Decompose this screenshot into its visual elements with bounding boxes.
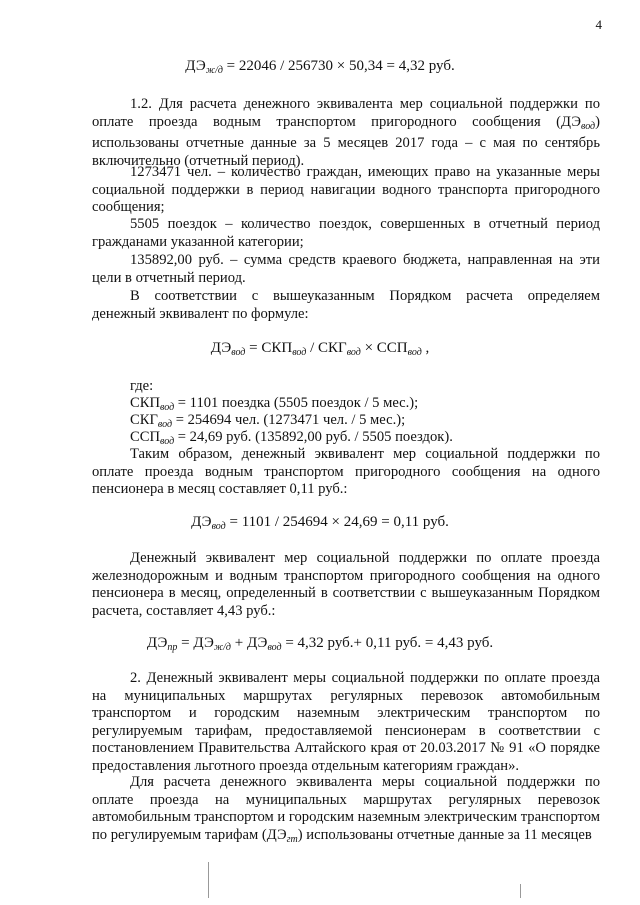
formula-rail-equivalent	[0, 58, 640, 80]
paragraph-accordance: В соответствии с вышеуказанным Порядком расчета определяем денежный эквивалент по формуле:	[92, 288, 600, 322]
paragraph-people-count: 1273471 чел. – количество граждан, имеющих право на указанные меры социальной поддержки в период навигации водного транспорта пригородного сообщения;	[92, 164, 600, 216]
where-label: где:	[130, 378, 154, 394]
subscript: гт	[286, 833, 298, 845]
paragraph-thus: Таким образом, денежный эквивалент мер социальной поддержки по оплате проезда водным транспортом пригородного сообщения на одного пенсионера в месяц составляет 0,11 руб.:	[92, 446, 600, 498]
subscript: вод	[580, 120, 596, 132]
formula-water-definition: $ДЭ_{вод} = СКП_{вод} / СКГ_{вод} \times ССП_{вод}$ ,	[210, 340, 430, 358]
page-number: 4	[595, 17, 602, 32]
scan-artifact-line	[520, 884, 521, 898]
definition-skg: $СКГ_{вод} = 254694$ чел. (1273471 чел. / 5 мес.);	[130, 412, 406, 430]
formula-term: = 22046 / 256730 × 50,34 = 4,32 руб.	[222, 58, 455, 74]
definition-skp: $СКП_{вод} = 1101$ поездка (5505 поездок / 5 мес.);	[130, 395, 419, 413]
paragraph-budget-sum: 135892,00 руб. – сумма средств краевого бюджета, направленная на эти цели в отчетный период.	[92, 252, 600, 286]
paragraph-1-2: 1.2. Для расчета денежного эквивалента мер социальной поддержки по оплате проезда водным транспортом пригородного сообщения $(ДЭ_{вод})$ использованы отчетные данные за 5 месяцев 2017 года – с мая по сентябрь включительно (отчетный период).	[92, 96, 600, 169]
paragraph-2: 2. Денежный эквивалент меры социальной поддержки по оплате проезда на муниципальных маршрутах регулярных перевозок автомобильным транспортом и городским наземным электрическим транспортом по регулируемым тарифам, предоставляемой пенсионерам в соответствии с постановлением Правительства Алтайского края от 20.03.2017 № 91 «О порядке предоставления льготного проезда отдельным категориям граждан».	[92, 670, 600, 774]
paragraph-last: Для расчета денежного эквивалента меры социальной поддержки по оплате проезда на муниципальных маршрутах регулярных перевозок автомобильным транспортом и городским наземным электрическим транспортом по регулируемым тарифам $(ДЭ_{гт})$ использованы отчетные данные за 11 месяцев	[92, 774, 600, 845]
paragraph-total-equivalent: Денежный эквивалент мер социальной поддержки по оплате проезда железнодорожным и водным транспортом пригородного сообщения на одного пенсионера в месяц, определенный в соответствии с вышеуказанным Порядком расчета, составляет 4,43 руб.:	[92, 550, 600, 619]
formula-water-value: $ДЭ_{вод} = 1101 / 254694 \times 24,69 = 0,11$ руб.	[191, 514, 449, 532]
paragraph-trips-count: 5505 поездок – количество поездок, совершенных в отчетный период гражданами указанной категории;	[92, 216, 600, 250]
formula-total: $ДЭ_{пр} = ДЭ_{ж/д} + ДЭ_{вод} = 4,32$ руб.+ 0,11 руб. = 4,43 руб.	[146, 635, 494, 653]
definition-ssp: $ССП_{вод} = 24,69$ руб. (135892,00 руб. / 5505 поездок).	[130, 429, 453, 447]
formula-subscript: ж/д	[205, 65, 223, 76]
formula-term: ДЭ	[185, 58, 206, 74]
scan-artifact-line	[208, 862, 209, 898]
